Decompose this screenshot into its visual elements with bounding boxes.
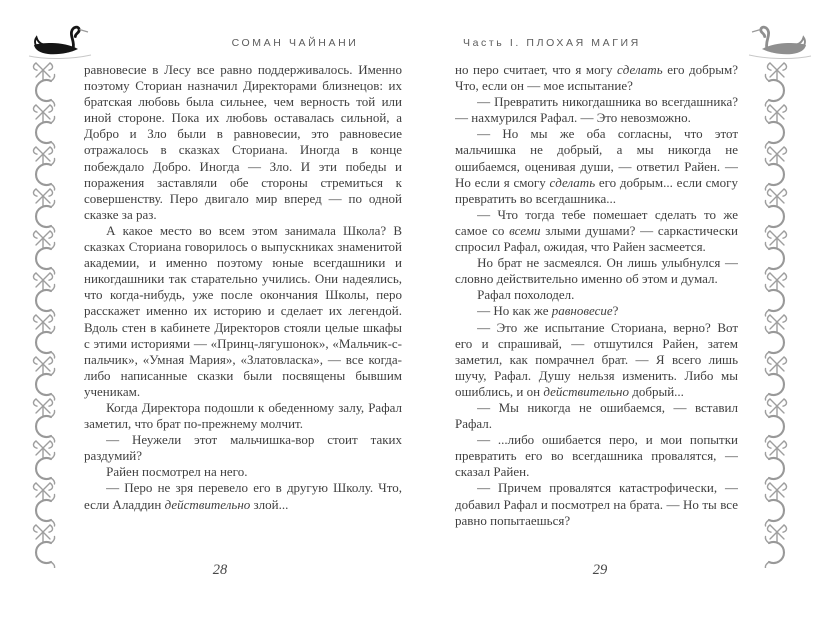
paragraph: — Превратить никогдашника во всегдашника? — нахмурился Рафал. — Это невозможно. — [455, 94, 738, 126]
vine-border-left-icon — [26, 62, 60, 568]
paragraph: — Мы никогда не ошибаемся, — вставил Рафал. — [455, 399, 738, 432]
left-page-number: 28 — [212, 562, 228, 578]
paragraph: — Но как же равновесие? — [477, 303, 619, 319]
paragraph: Но брат не засмеялся. Он лишь улыбнулся — словно действительно именно об этом и думал. — [455, 255, 738, 287]
right-page-number: 29 — [592, 562, 608, 578]
paragraph: — Причем провалятся катастрофически, — добавил Рафал и посмотрел на брата. — Но ты все равно попытаешься? — [455, 480, 738, 528]
paragraph: А какое место во всем этом занимала Школа? В сказках Сториана говорилось о выпускниках знаменитой академии, и именно поэтому юные всегдашники и никогдашники так старательно учились. Они надеялись, что когда-нибудь, уже после окончания Школы, перо расскажет именно их историю и сделает их легендой. Вдоль стен в кабинете Директоров стояли целые шкафы с этими историями — «Принц-лягушонок», «Мальчик-с-пальчик», «Умная Мария», «Златовласка», — все когда-либо написанные сказки были посвящены бывшим ученикам. — [84, 222, 402, 399]
paragraph: — Что тогда тебе помешает сделать то же самое со всеми злыми душами? — саркастически спросил Рафал, ожидая, что Райен засмеется. — [455, 206, 738, 255]
paragraph: Рафал похолодел. — [477, 287, 575, 303]
gray-swan-icon — [747, 20, 813, 64]
paragraph: но перо считает, что я могу сделать его добрым? Что, если он — мое испытание? — [455, 62, 738, 94]
running-header-author: СОМАН ЧАЙНАНИ — [231, 37, 359, 49]
paragraph: — Но мы же оба согласны, что этот мальчишка не добрый, а мы никогда не ошибаемся, оценивая души, — ответил Райен. — Но если я смогу сделать его добрым... если смогу превратить во всегдашника... — [455, 126, 738, 206]
black-swan-icon — [27, 20, 93, 64]
paragraph: равновесие в Лесу все равно поддерживалось. Именно поэтому Сториан назначил Директорами близнецов: их братская любовь была сильнее, чем верность той или иной стороне. Пока их любовь оставалась сильной, а Добро и Зло были в равновесии, это равновесие отражалось в сказках Сториана. Иногда в конце побеждало Добро. Иногда — Зло. И эти победы и поражения заставляли обе стороны стремиться к совершенству. Перо двигало мир вперед — по одной сказке за раз. — [84, 62, 402, 222]
paragraph: — ...либо ошибается перо, и мои попытки превратить его во всегдашника провалятся, — сказал Райен. — [455, 432, 738, 480]
right-page-body — [455, 62, 738, 568]
paragraph: — Это же испытание Сториана, верно? Вот его и спрашивай, — отшутился Райен, затем заметил, как помрачнел брат. — Я всего лишь шучу, Рафал. Душу нельзя изменить. Либо мы ошиблись, и он действительно добрый... — [455, 319, 738, 399]
left-page-body — [84, 62, 402, 568]
paragraph: Райен посмотрел на него. — [106, 464, 248, 480]
vine-border-right-icon — [760, 62, 794, 568]
running-header-part: Часть I. ПЛОХАЯ МАГИЯ — [463, 37, 641, 49]
paragraph: — Перо не зря перевело его в другую Школу. Что, если Аладдин действительно злой... — [84, 480, 402, 512]
paragraph: — Неужели этот мальчишка-вор стоит таких раздумий? — [84, 432, 402, 464]
paragraph: Когда Директора подошли к обеденному залу, Рафал заметил, что брат по-прежнему молчит. — [84, 399, 402, 432]
